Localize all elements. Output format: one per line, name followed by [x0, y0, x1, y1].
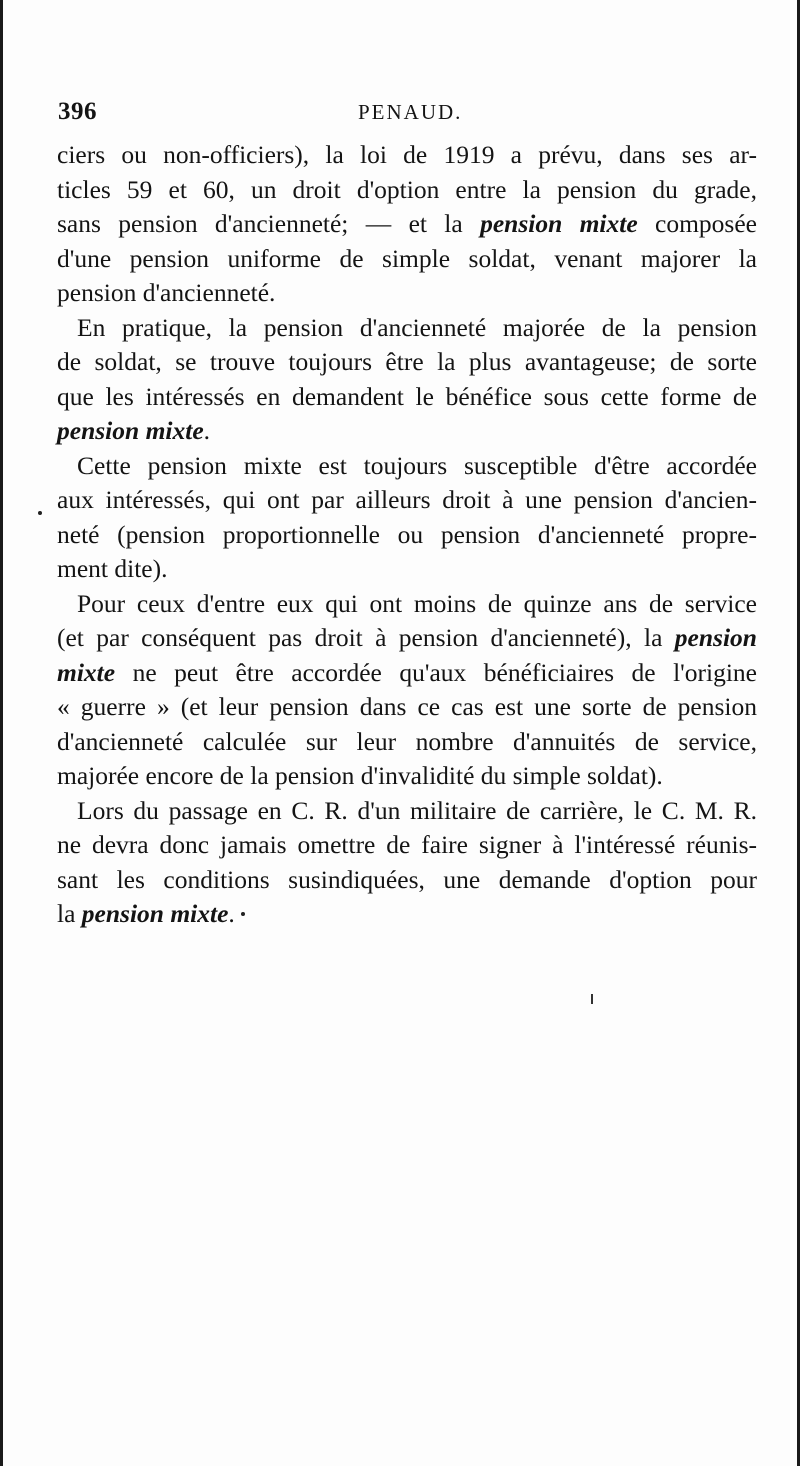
text-line: pension d'ancienneté. [57, 278, 276, 307]
text-line [57, 656, 757, 691]
text-line: Cette pension mixte est toujours susceptible d'être accordée [77, 450, 757, 480]
body-text [57, 138, 757, 932]
text-line: sant les conditions susindiquées, une demande d'option pour [57, 864, 757, 894]
text-line: d'ancienneté calculée sur leur nombre d'annuités de service, [57, 726, 757, 756]
page-header [58, 98, 738, 138]
emphasis-text: pension mixte [57, 416, 204, 445]
text-line: neté (pension proportionnelle ou pension d'ancienneté propre- [57, 519, 757, 549]
emphasis-text: pension mixte [81, 899, 229, 928]
text-line [57, 414, 757, 449]
text-run: ne peut être accordée qu'aux bénéficiaires de l'origine [115, 657, 757, 687]
text-run: . [203, 416, 211, 445]
scan-speck [241, 912, 245, 916]
text-line: Lors du passage en C. R. d'un militaire de carrière, le C. M. R. [77, 795, 757, 825]
emphasis-text: pension [674, 623, 757, 652]
text-line: ciers ou non-officiers), la loi de 1919 a prévu, dans ses ar- [57, 140, 757, 169]
text-run: la [57, 899, 82, 928]
emphasis-text: mixte [57, 657, 116, 687]
text-line: Pour ceux d'entre eux qui ont moins de quinze ans de service [77, 588, 757, 618]
text-line [57, 207, 757, 242]
emphasis-text: pension mixte [480, 209, 638, 238]
text-line: de soldat, se trouve toujours être la plus avantageuse; de sorte [57, 347, 757, 376]
text-line: aux intéressés, qui ont par ailleurs droit à une pension d'ancien- [57, 485, 757, 514]
text-line: ne devra donc jamais omettre de faire signer à l'intéressé réunis- [57, 830, 757, 859]
page-left-border [0, 0, 3, 1466]
text-line: « guerre » (et leur pension dans ce cas est une sorte de pension [57, 692, 757, 721]
text-run: (et par conséquent pas droit à pension d'ancienneté), la [57, 623, 675, 652]
text-line: d'une pension uniforme de simple soldat, venant majorer la [57, 243, 757, 273]
text-line [57, 897, 757, 932]
text-line: En pratique, la pension d'ancienneté majorée de la pension [77, 312, 757, 342]
text-run: . [228, 899, 235, 928]
text-run: composée [637, 209, 757, 238]
text-line: ticles 59 et 60, un droit d'option entre la pension du grade, [57, 174, 757, 204]
scan-speck [591, 994, 593, 1004]
text-line: majorée encore de la pension d'invalidité du simple soldat). [57, 761, 663, 790]
text-run: sans pension d'ancienneté; — et la [57, 209, 481, 238]
page-number: 396 [58, 98, 97, 125]
text-line: ment dite). [57, 554, 168, 583]
text-line: que les intéressés en demandent le bénéfice sous cette forme de [57, 381, 757, 411]
text-line [57, 621, 757, 656]
running-head: PENAUD. [358, 100, 463, 124]
scan-speck [38, 511, 42, 515]
